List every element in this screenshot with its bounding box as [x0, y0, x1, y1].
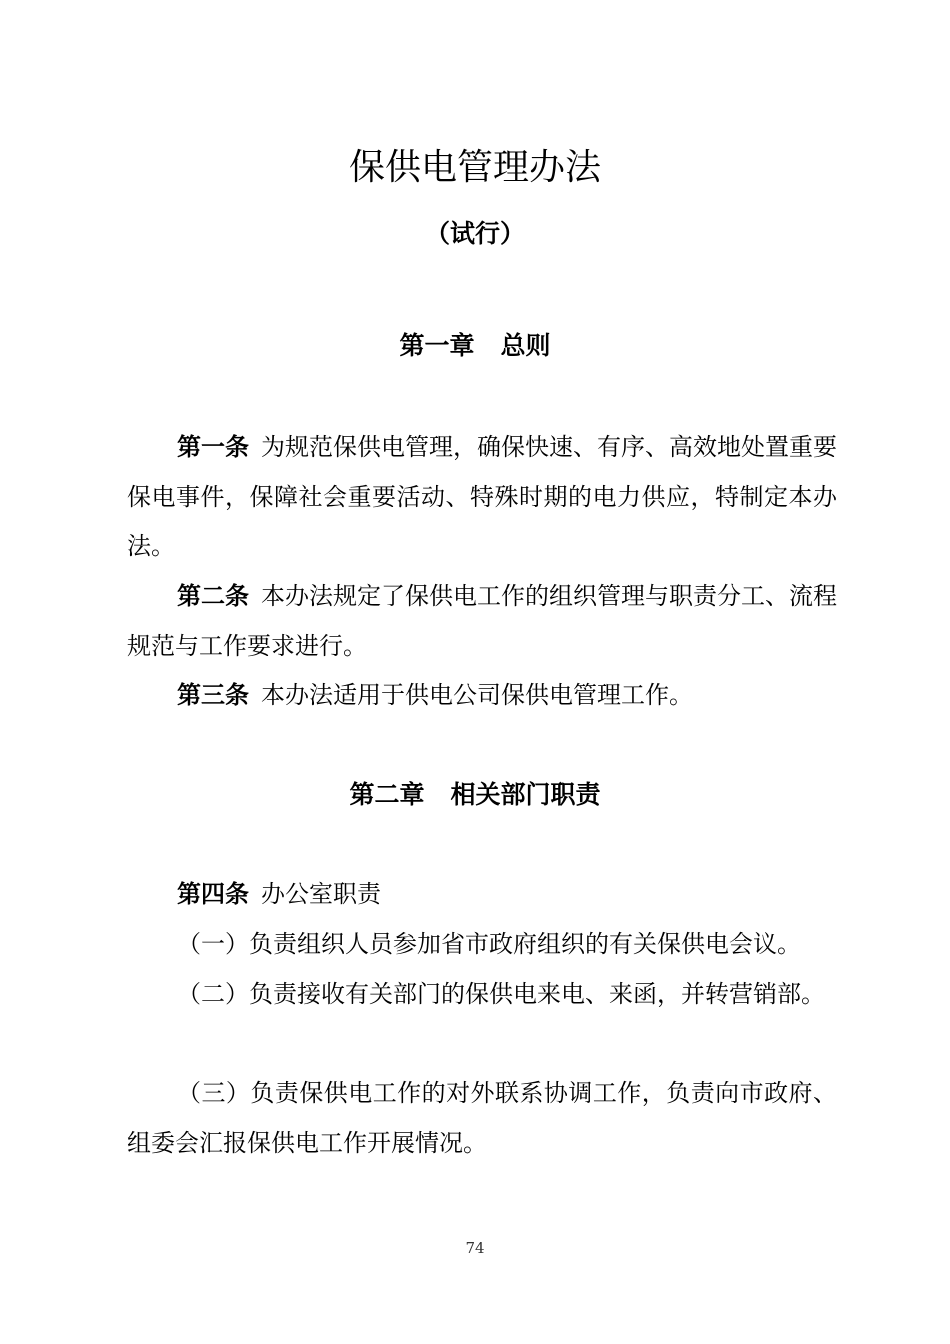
list-item-one: （一）负责组织人员参加省市政府组织的有关保供电会议。 [177, 930, 801, 958]
list-item-three: （三）负责保供电工作的对外联系协调工作，负责向市政府、组委会汇报保供电工作开展情况。 [127, 1079, 837, 1157]
document-title: 保供电管理办法 [348, 147, 601, 188]
chapter-two-number: 第二章 [349, 780, 425, 809]
chapter-one-number: 第一章 [399, 331, 475, 360]
article-three-text: 本办法适用于供电公司保供电管理工作。 [261, 681, 693, 709]
chapter-one-name: 总则 [500, 331, 551, 360]
document-subtitle: （试行） [424, 219, 525, 248]
chapter-one-heading [0, 326, 950, 366]
article-two-text: 本办法规定了保供电工作的组织管理与职责分工、流程规范与工作要求进行。 [127, 582, 837, 660]
article-one-text: 为规范保供电管理，确保快速、有序、高效地处置重要保电事件，保障社会重要活动、特殊时期的电力供应，特制定本办法。 [127, 433, 837, 560]
article-three [127, 671, 837, 721]
chapter-two-name: 相关部门职责 [450, 780, 601, 809]
article-one-label: 第一条 [177, 433, 249, 461]
article-three-label: 第三条 [177, 681, 249, 709]
article-four-text: 办公室职责 [261, 880, 381, 908]
article-two [127, 572, 837, 671]
article-four-label: 第四条 [177, 880, 249, 908]
list-item-two: （二）负责接收有关部门的保供电来电、来函，并转营销部。 [177, 980, 825, 1008]
article-one [127, 423, 837, 572]
article-four [127, 870, 837, 920]
article-two-label: 第二条 [177, 582, 249, 610]
chapter-two-heading [0, 775, 950, 815]
page-number: 74 [465, 1239, 485, 1257]
